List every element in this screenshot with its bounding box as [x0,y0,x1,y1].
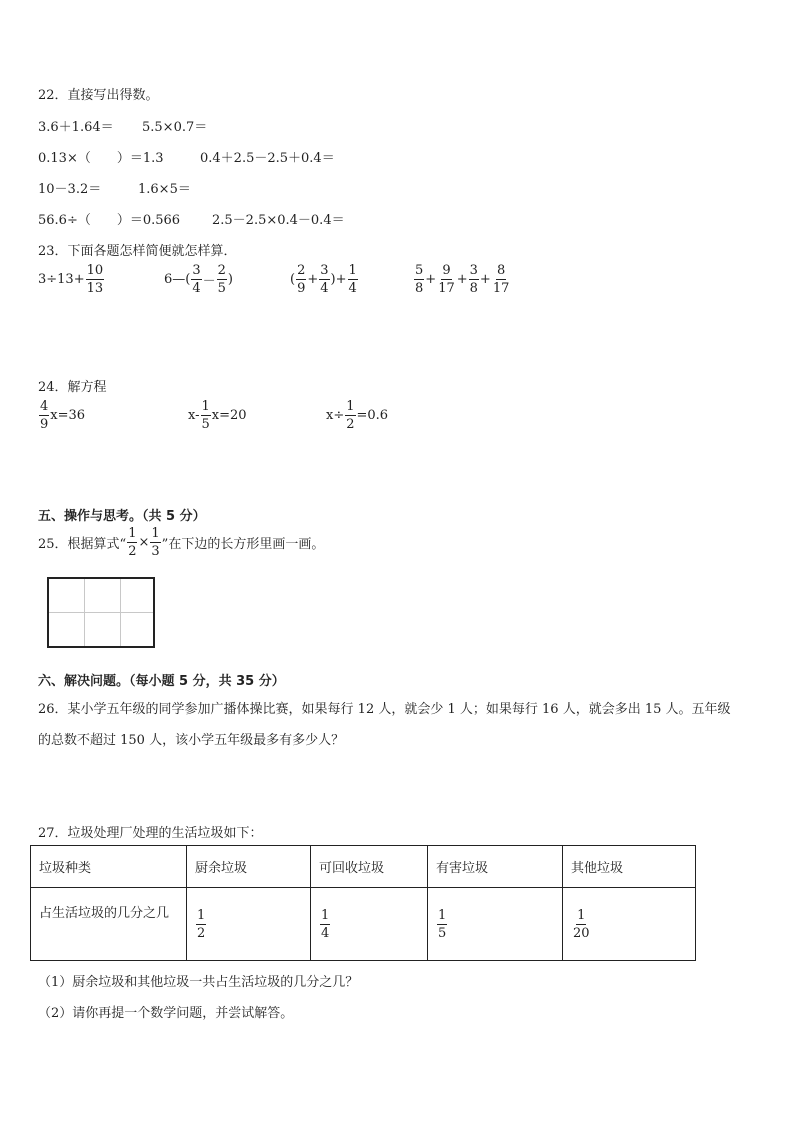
fraction: $\frac{1}{2}$ [197,907,206,941]
fraction: $\frac{1}{2}$ [346,399,355,432]
table-cell [563,888,696,961]
fraction: $\frac{1}{2}$ [128,526,137,559]
q22-item: 5.5×0.7＝ [142,120,208,135]
q23-expression-1: 3÷13+ $\frac{10}{13}$ [38,263,104,296]
q26-line-2: 的总数不超过 150 人，该小学五年级最多有多少人？ [38,733,345,748]
fraction: $\frac{2}{9}$ [297,263,306,296]
fraction: $\frac{1}{4}$ [321,907,330,941]
q22-title: 22．直接写出得数。 [38,88,159,103]
fraction: $\frac{1}{5}$ [201,399,210,432]
q27-title: 27．垃圾处理厂处理的生活垃圾如下： [38,826,263,841]
fraction: $\frac{4}{9}$ [40,399,49,432]
table-row-label: 占生活垃圾的几分之几 [31,888,187,961]
q22-item: 56.6÷（ ）＝0.566 [38,213,181,228]
fraction: $\frac{8}{17}$ [492,263,510,296]
fraction: $\frac{1}{4}$ [348,263,357,296]
table-header-cell: 其他垃圾 [563,846,696,888]
section-6-heading: 六、解决问题。（每小题 5 分，共 35 分） [38,674,285,689]
q24-equation-2: x- $\frac{1}{5}$ x=20 [188,399,247,432]
q24-title: 24．解方程 [38,380,107,395]
table-cell [311,888,428,961]
q23-title: 23．下面各题怎样简便就怎样算． [38,244,237,259]
drawing-rectangle [47,577,155,648]
q24-equation-3: x÷ $\frac{1}{2}$ =0.6 [326,399,389,432]
waste-table [30,845,696,961]
fraction: $\frac{2}{5}$ [217,263,226,296]
fraction: $\frac{9}{17}$ [438,263,455,296]
q23-expression-2: 6—( $\frac{3}{4}$ － $\frac{2}{5}$ ) [164,263,233,296]
q22-item: 3.6＋1.64＝ [38,120,114,135]
table-cell [187,888,311,961]
fraction: $\frac{5}{8}$ [415,263,424,296]
q22-item: 2.5－2.5×0.4－0.4＝ [212,213,345,228]
q23-expression-4: $\frac{5}{8}$ + $\frac{9}{17}$ + $\frac{3}{8}$ + $\frac{8}{17}$ [415,263,510,296]
fraction: $\frac{3}{4}$ [320,263,329,296]
q22-item: 1.6×5＝ [138,182,191,197]
table-header-row [31,846,696,888]
fraction: $\frac{1}{3}$ [151,526,160,559]
q27-subquestion-2: （2）请你再提一个数学问题，并尝试解答。 [38,1006,294,1021]
fraction: $\frac{10}{13}$ [86,263,104,296]
fraction: $\frac{1}{5}$ [438,907,447,941]
q23-expression-3: ( $\frac{2}{9}$ + $\frac{3}{4}$ )+ $\frac{1}{4}$ [290,263,357,296]
q25-text: 25．根据算式“ $\frac{1}{2}$ × $\frac{1}{3}$ ”在下边的长方形里画一画。 [38,526,325,559]
table-header-cell: 可回收垃圾 [311,846,428,888]
fraction: $\frac{3}{8}$ [469,263,478,296]
grid-line [49,612,153,613]
q26-line-1: 26．某小学五年级的同学参加广播体操比赛，如果每行 12 人，就会少 1 人；如果每行 16 人，就会多出 15 人。五年级 [38,702,731,717]
table-header-cell: 垃圾种类 [31,846,187,888]
q27-subquestion-1: （1）厨余垃圾和其他垃圾一共占生活垃圾的几分之几？ [38,975,359,990]
fraction: $\frac{3}{4}$ [192,263,201,296]
q22-item: 10－3.2＝ [38,182,102,197]
q22-item: 0.4＋2.5－2.5＋0.4＝ [200,151,335,166]
q24-equation-1: $\frac{4}{9}$ x=36 [40,399,86,432]
table-row [31,888,696,961]
table-header-cell: 有害垃圾 [428,846,563,888]
fraction: $\frac{1}{20}$ [573,907,590,941]
table-cell [428,888,563,961]
table-header-cell: 厨余垃圾 [187,846,311,888]
section-5-heading: 五、操作与思考。（共 5 分） [38,509,206,524]
q22-item: 0.13×（ ）＝1.3 [38,151,164,166]
